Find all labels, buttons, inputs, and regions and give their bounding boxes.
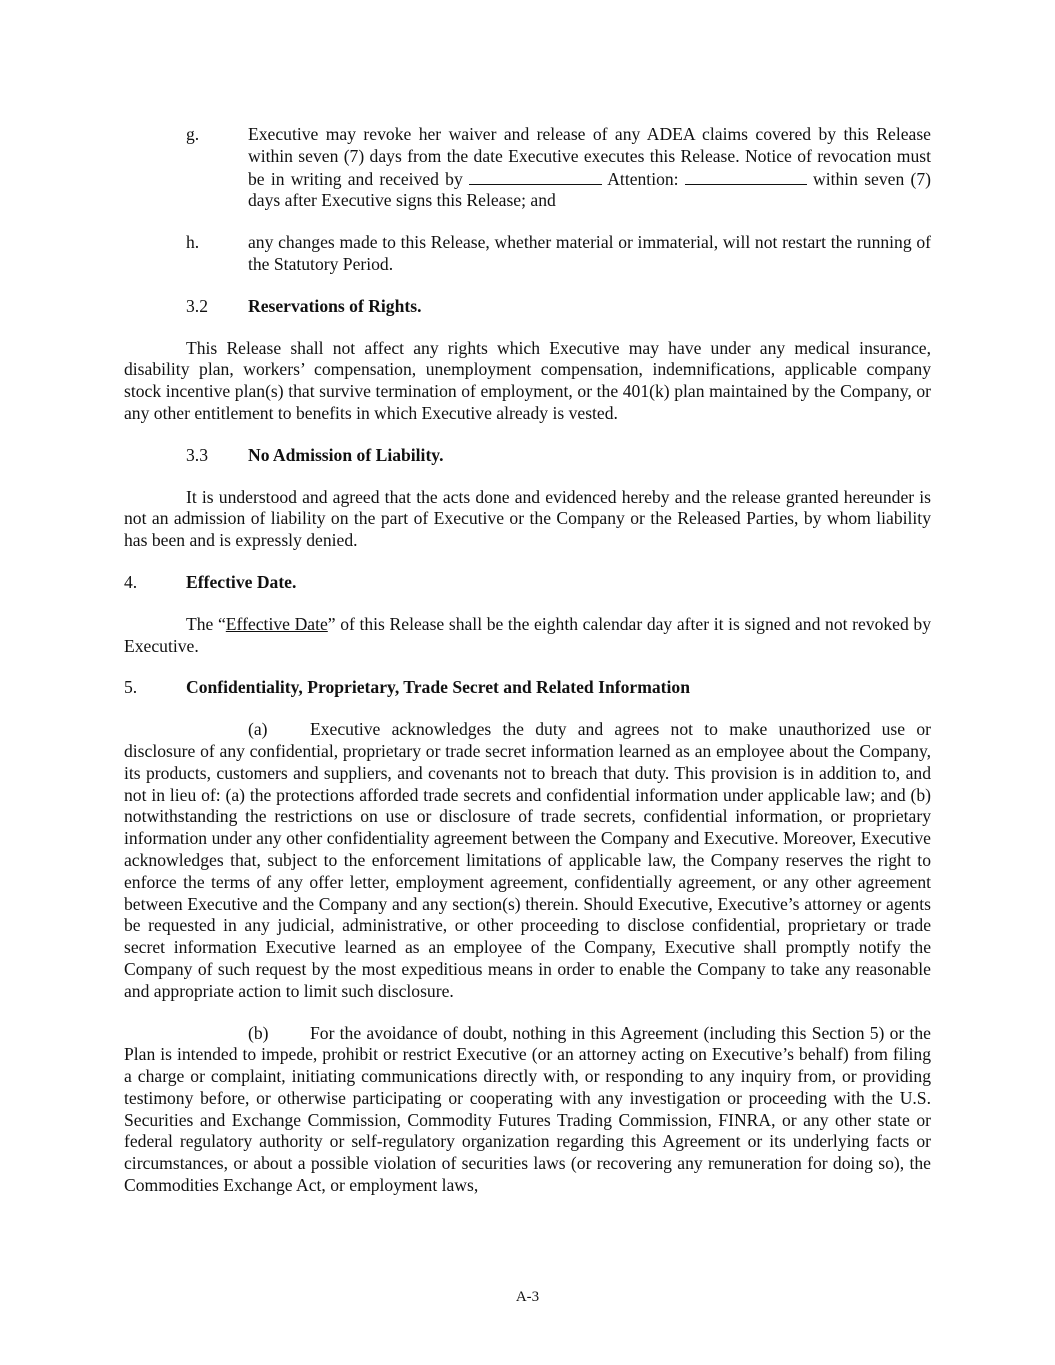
list-item-h xyxy=(124,232,931,276)
list-item-text: Attention: xyxy=(607,168,679,189)
section-title: Confidentiality, Proprietary, Trade Secret and Related Information xyxy=(186,677,690,698)
section-number: 3.2 xyxy=(186,295,208,316)
section-number: 5. xyxy=(124,677,138,698)
subsection-text: Executive acknowledges the duty and agrees not to make unauthorized use or disclosure of any confidential, proprietary or trade secret information learned as an employee about the Company, its products, customers and suppliers, and covenants not to breach that duty. This provision is in addition to, and not in lieu of: (a) the protections afforded trade secrets and confidential information under applicable law; and (b) notwithstanding the restrictions on use or disclosure of trade secrets, confidential information, or proprietary information under any other confidentiality agreement between the Company and Executive. Moreover, Executive acknowledges that, subject to the enforcement limitations of applicable law, the Company reserves the right to enforce the terms of any offer letter, employment agreement, confidentially agreement, or any other agreement between Executive and the Company and any section(s) therein. Should Executive, Executive’s attorney or agents be requested in any judicial, administrative, or other proceeding to disclose confidential, proprietary or trade secret information Executive learned as an employee of the Company, Executive shall promptly notify the Company of such request by the most expeditious means in order to enable the Company to take any reasonable and appropriate action to limit such disclosure. xyxy=(124,719,931,1001)
list-marker: h. xyxy=(186,232,200,253)
paragraph: This Release shall not affect any rights which Executive may have under any medical insurance, disability plan, workers’ compensation, unemployment compensation, indemnifications, applicable company stock incentive plan(s) that survive termination of employment, or the 401(k) plan maintained by the Company, or any other entitlement to benefits in which Executive already is vested. xyxy=(124,337,931,423)
text-run: The “ xyxy=(186,613,226,634)
section-title: No Admission of Liability. xyxy=(248,444,444,465)
section-number: 3.3 xyxy=(186,444,208,465)
list-item-text: any changes made to this Release, whether material or immaterial, will not restart the running of the Statutory Period. xyxy=(248,232,931,274)
section-heading-3-3 xyxy=(124,445,931,467)
document-page xyxy=(124,124,931,1197)
section-heading-5 xyxy=(124,677,931,699)
section-number: 4. xyxy=(124,571,138,592)
list-item-text: Executive may revoke her waiver and release of any ADEA claims covered by this Release within seven (7) days from the date Executive executes this Release. Notice of revocation must be in writing and received by xyxy=(248,124,931,189)
subsection-b xyxy=(124,1023,931,1197)
blank-line xyxy=(685,168,807,185)
section-title: Reservations of Rights. xyxy=(248,295,422,316)
list-item-g xyxy=(124,124,931,212)
subsection-a xyxy=(124,719,931,1002)
list-item-text: within seven (7) days after Executive signs this Release; and xyxy=(248,168,931,211)
blank-line xyxy=(469,168,602,185)
paragraph: It is understood and agreed that the acts done and evidenced hereby and the release granted hereunder is not an admission of liability on the part of Executive or the Company or the Released Parties, by whom liability has been and is expressly denied. xyxy=(124,486,931,551)
subsection-marker: (b) xyxy=(248,1022,269,1043)
page-number: A-3 xyxy=(515,1289,540,1305)
section-title: Effective Date. xyxy=(186,571,297,592)
paragraph xyxy=(124,614,931,658)
list-marker: g. xyxy=(186,124,200,144)
subsection-text: For the avoidance of doubt, nothing in this Agreement (including this Section 5) or the Plan is intended to impede, prohibit or restrict Executive (or an attorney acting on Executive’s behalf) from filing a charge or complaint, initiating communications directly with, or responding to any inquiry from, or providing testimony before, or otherwise participating or cooperating with any investigation or proceeding with the U.S. Securities and Exchange Commission, Commodity Futures Trading Commission, FINRA, or any other state or federal regulatory authority or self-regulatory organization regarding this Agreement or its underlying facts or circumstances, or about a possible violation of securities laws (or recovering any remuneration for doing so), the Commodities Exchange Act, or employment laws, xyxy=(124,1022,931,1196)
section-heading-3-2 xyxy=(124,296,931,318)
subsection-marker: (a) xyxy=(248,719,268,740)
text-run: ” of this Release shall be the eighth calendar day after it is signed and not revoked by Executive. xyxy=(124,613,932,656)
defined-term: Effective Date xyxy=(225,613,328,634)
section-heading-4 xyxy=(124,572,931,594)
